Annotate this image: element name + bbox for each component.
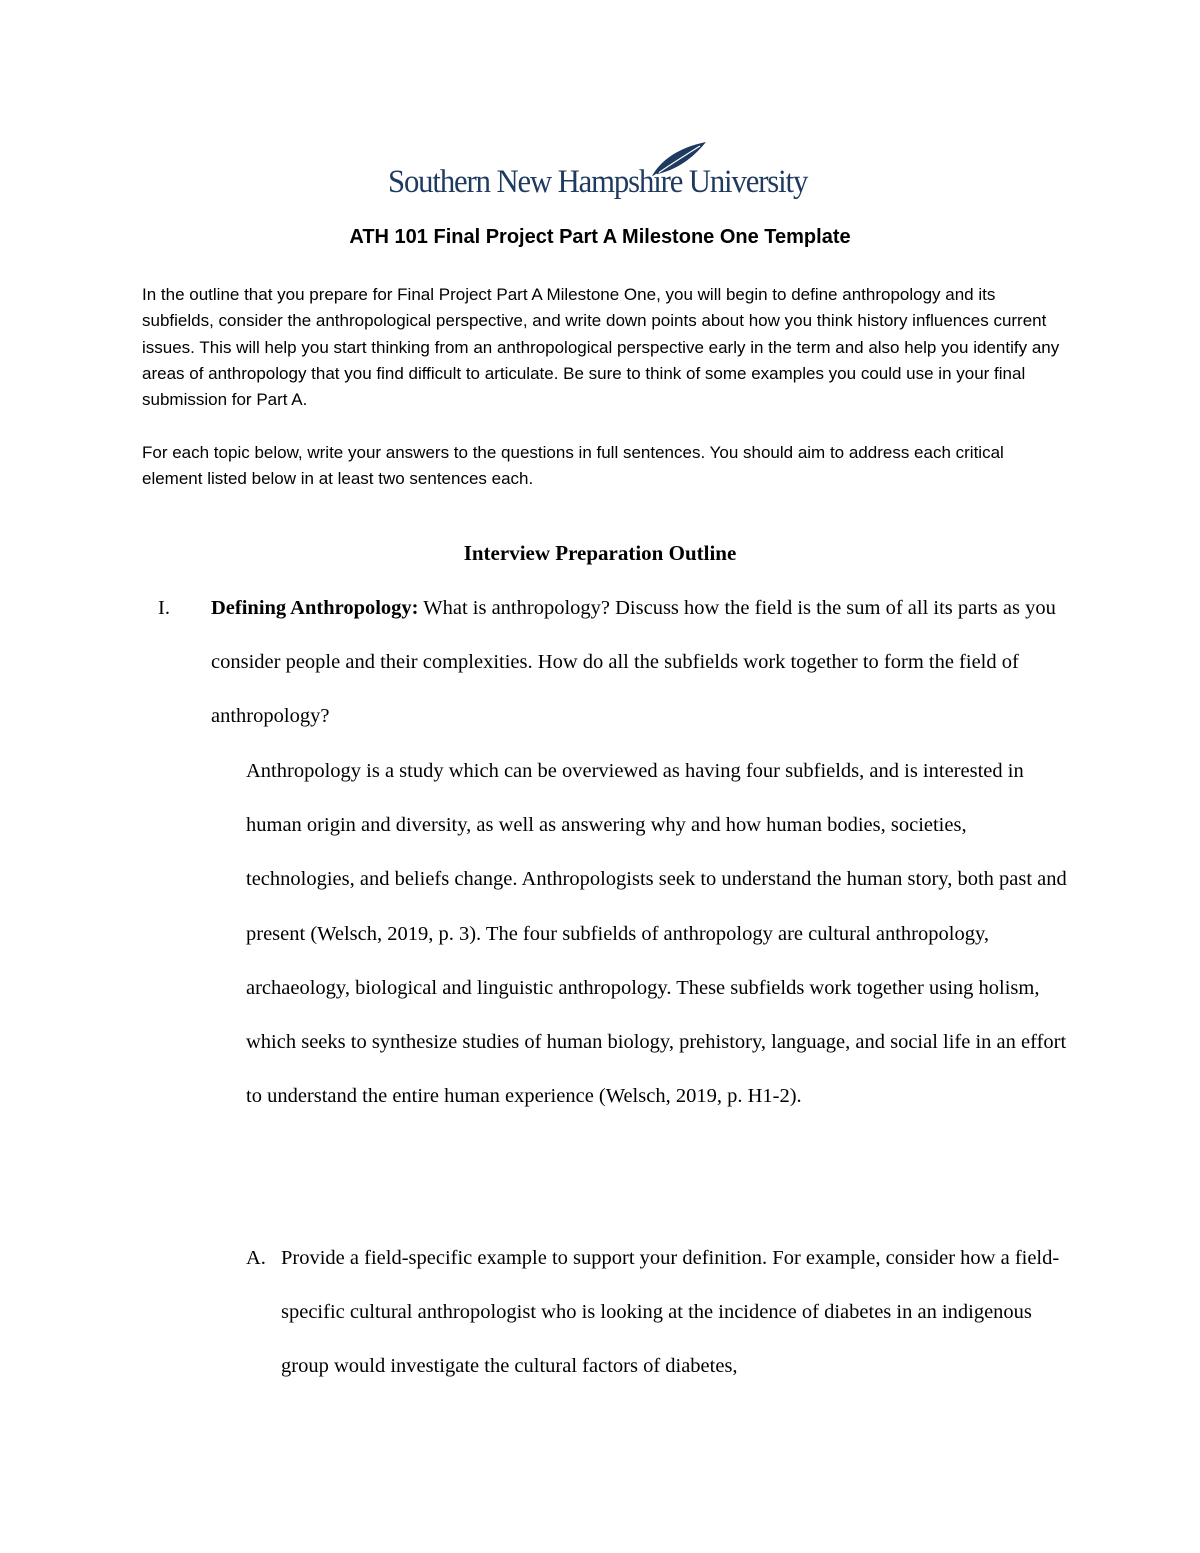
section-label: Defining Anthropology:: [211, 597, 419, 619]
logo-wordmark: Southern New Hampshire University: [388, 164, 808, 200]
intro-paragraph-1: In the outline that you prepare for Final Project Part A Milestone One, you will begin to define anthropology and its subfields, consider the anthropological perspective, and write down points about how you think history influences current issues. This will help you start thinking from an anthropological perspective early in the term and also help you identify any areas of anthropology that you find difficult to articulate. Be sure to think of some examples you could use in your final submission for Part A.: [142, 285, 1060, 410]
university-logo: [388, 140, 818, 210]
section-question-text: What is anthropology? Discuss how the field is the sum of all its parts as you consider people and their complexities. How do all the subfields work together to form the field of anthropology?: [211, 597, 1056, 728]
document-title: ATH 101 Final Project Part A Milestone One Template: [349, 226, 851, 248]
outline-heading: Interview Preparation Outline: [463, 541, 737, 565]
section-answer: Anthropology is a study which can be overviewed as having four subfields, and is interested in human origin and diversity, as well as answering why and how human bodies, societies, technologies, and beliefs change. Anthropologists seek to understand the human story, both past and present (Welsch, 2019, p. 3). The four subfields of anthropology are cultural anthropology, archaeology, biological and linguistic anthropology. These subfields work together using holism, which seeks to synthesize studies of human biology, prehistory, language, and social life in an effort to understand the entire human experience (Welsch, 2019, p. H1-2).: [246, 760, 1067, 1108]
subsection-text: Provide a field-specific example to support your definition. For example, consider how a field-specific cultural anthropologist who is looking at the incidence of diabetes in an indigenous group would investigate the cultural factors of diabetes,: [281, 1247, 1060, 1378]
section-question: [211, 581, 1071, 744]
intro-paragraph-2: For each topic below, write your answers to the questions in full sentences. You should aim to address each critical element listed below in at least two sentences each.: [142, 443, 1004, 489]
section-numeral: I.: [158, 597, 170, 619]
subsection-letter: A.: [246, 1247, 266, 1269]
